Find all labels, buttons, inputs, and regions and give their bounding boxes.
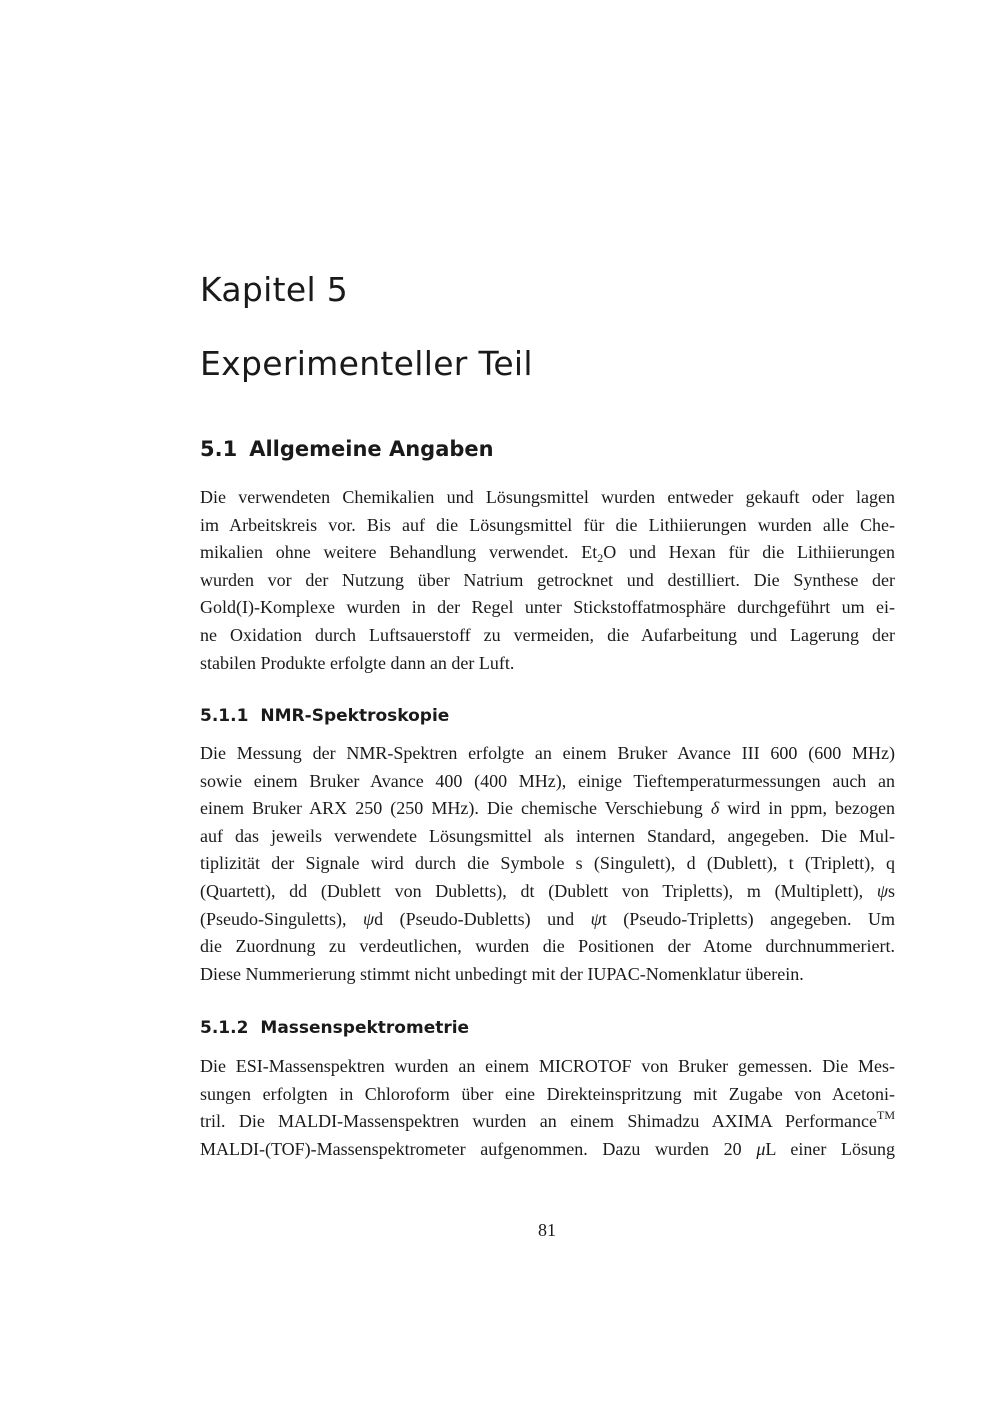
text-line: stabilen Produkte erfolgte dann an der Luft. bbox=[200, 652, 515, 673]
formula-et: Et bbox=[581, 542, 598, 563]
text-line bbox=[200, 1136, 895, 1164]
subscript: 2 bbox=[597, 551, 604, 566]
psi-symbol: ψ bbox=[590, 908, 602, 929]
text-line: sungen erfolgten in Chloroform über eine Direkteinspritzung mit Zugabe von Acetoni- bbox=[200, 1083, 895, 1104]
text-line: Die verwendeten Chemikalien und Lösungsmittel wurden entweder gekauft oder lagen bbox=[200, 487, 895, 507]
paragraph-mass-spec bbox=[200, 1053, 895, 1163]
text-line bbox=[200, 1108, 895, 1136]
psi-symbol: ψ bbox=[876, 880, 888, 901]
section-number: 5.1 bbox=[200, 437, 238, 461]
text-line bbox=[200, 878, 895, 906]
text-line: wurden vor der Nutzung über Natrium getrocknet und destilliert. Die Synthese der bbox=[200, 569, 895, 590]
trademark-superscript: TM bbox=[877, 1108, 895, 1123]
paragraph-nmr bbox=[200, 740, 895, 988]
text-line bbox=[200, 906, 895, 934]
text-line: sowie einem Bruker Avance 400 (400 MHz), einige Tieftemperaturmessungen auch an bbox=[200, 770, 895, 791]
text-line: Diese Nummerierung stimmt nicht unbedingt mit der IUPAC-Nomenklatur überein. bbox=[200, 963, 804, 984]
subsection-number: 5.1.1 bbox=[200, 706, 249, 726]
text-fragment: (Pseudo-Singuletts), bbox=[200, 908, 347, 929]
page-number: 81 bbox=[538, 1220, 556, 1240]
chapter-title: Experimenteller Teil bbox=[200, 344, 533, 383]
text-line: auf das jeweils verwendete Lösungsmittel als internen Standard, angegeben. Die Mul- bbox=[200, 825, 895, 846]
mu-symbol: μ bbox=[756, 1138, 766, 1159]
text-fragment: L einer Lösung bbox=[765, 1138, 896, 1159]
subsection-title: Massenspektrometrie bbox=[260, 1018, 470, 1038]
subsection-heading-5-1-2 bbox=[200, 1018, 469, 1038]
text-fragment: d (Pseudo-Dubletts) und bbox=[374, 908, 575, 929]
text-fragment: (Quartett), dd (Dublett von Dubletts), dt (Dublett von Tripletts), m (Multiplett), bbox=[200, 880, 864, 901]
text-fragment: MALDI-(TOF)-Massenspektrometer aufgenommen. Dazu wurden 20 bbox=[200, 1138, 742, 1159]
text-fragment: mikalien ohne weitere Behandlung verwendet. bbox=[200, 542, 569, 563]
text-line: ne Oxidation durch Luftsauerstoff zu vermeiden, die Aufarbeitung und Lagerung der bbox=[200, 624, 895, 645]
text-line: Die ESI-Massenspektren wurden an einem MICROTOF von Bruker gemessen. Die Mes- bbox=[200, 1056, 895, 1076]
text-line bbox=[200, 795, 895, 823]
delta-symbol: δ bbox=[710, 798, 720, 819]
text-line: die Zuordnung zu verdeutlichen, wurden die Positionen der Atome durchnummeriert. bbox=[200, 936, 895, 957]
chapter-label: Kapitel 5 bbox=[200, 270, 348, 309]
text-line: tiplizität der Signale wird durch die Symbole s (Singulett), d (Dublett), t (Triplett), q bbox=[200, 853, 895, 874]
text-fragment: O und Hexan für die Lithiierungen bbox=[603, 542, 895, 563]
section-heading-5-1 bbox=[200, 437, 494, 461]
text-line bbox=[200, 539, 895, 567]
text-line: Die Messung der NMR-Spektren erfolgte an einem Bruker Avance III 600 (600 MHz) bbox=[200, 743, 895, 763]
text-line: im Arbeitskreis vor. Bis auf die Lösungsmittel für die Lithiierungen wurden alle Che- bbox=[200, 514, 895, 535]
subsection-number: 5.1.2 bbox=[200, 1018, 249, 1038]
paragraph-general-info bbox=[200, 484, 895, 677]
text-fragment: tril. Die MALDI-Massenspektren wurden an einem Shimadzu AXIMA Performance bbox=[200, 1111, 877, 1132]
section-title: Allgemeine Angaben bbox=[249, 437, 494, 461]
subsection-heading-5-1-1 bbox=[200, 706, 449, 726]
text-fragment: t (Pseudo-Tripletts) angegeben. Um bbox=[601, 908, 896, 929]
text-fragment: einem Bruker ARX 250 (250 MHz). Die chemische Verschiebung bbox=[200, 798, 703, 819]
text-fragment: wird in ppm, bezogen bbox=[727, 798, 896, 819]
text-line: Gold(I)-Komplexe wurden in der Regel unter Stickstoffatmosphäre durchgeführt um ei- bbox=[200, 597, 895, 618]
psi-symbol: ψ bbox=[362, 908, 375, 929]
subsection-title: NMR-Spektroskopie bbox=[260, 706, 450, 726]
text-fragment: s bbox=[888, 880, 896, 901]
